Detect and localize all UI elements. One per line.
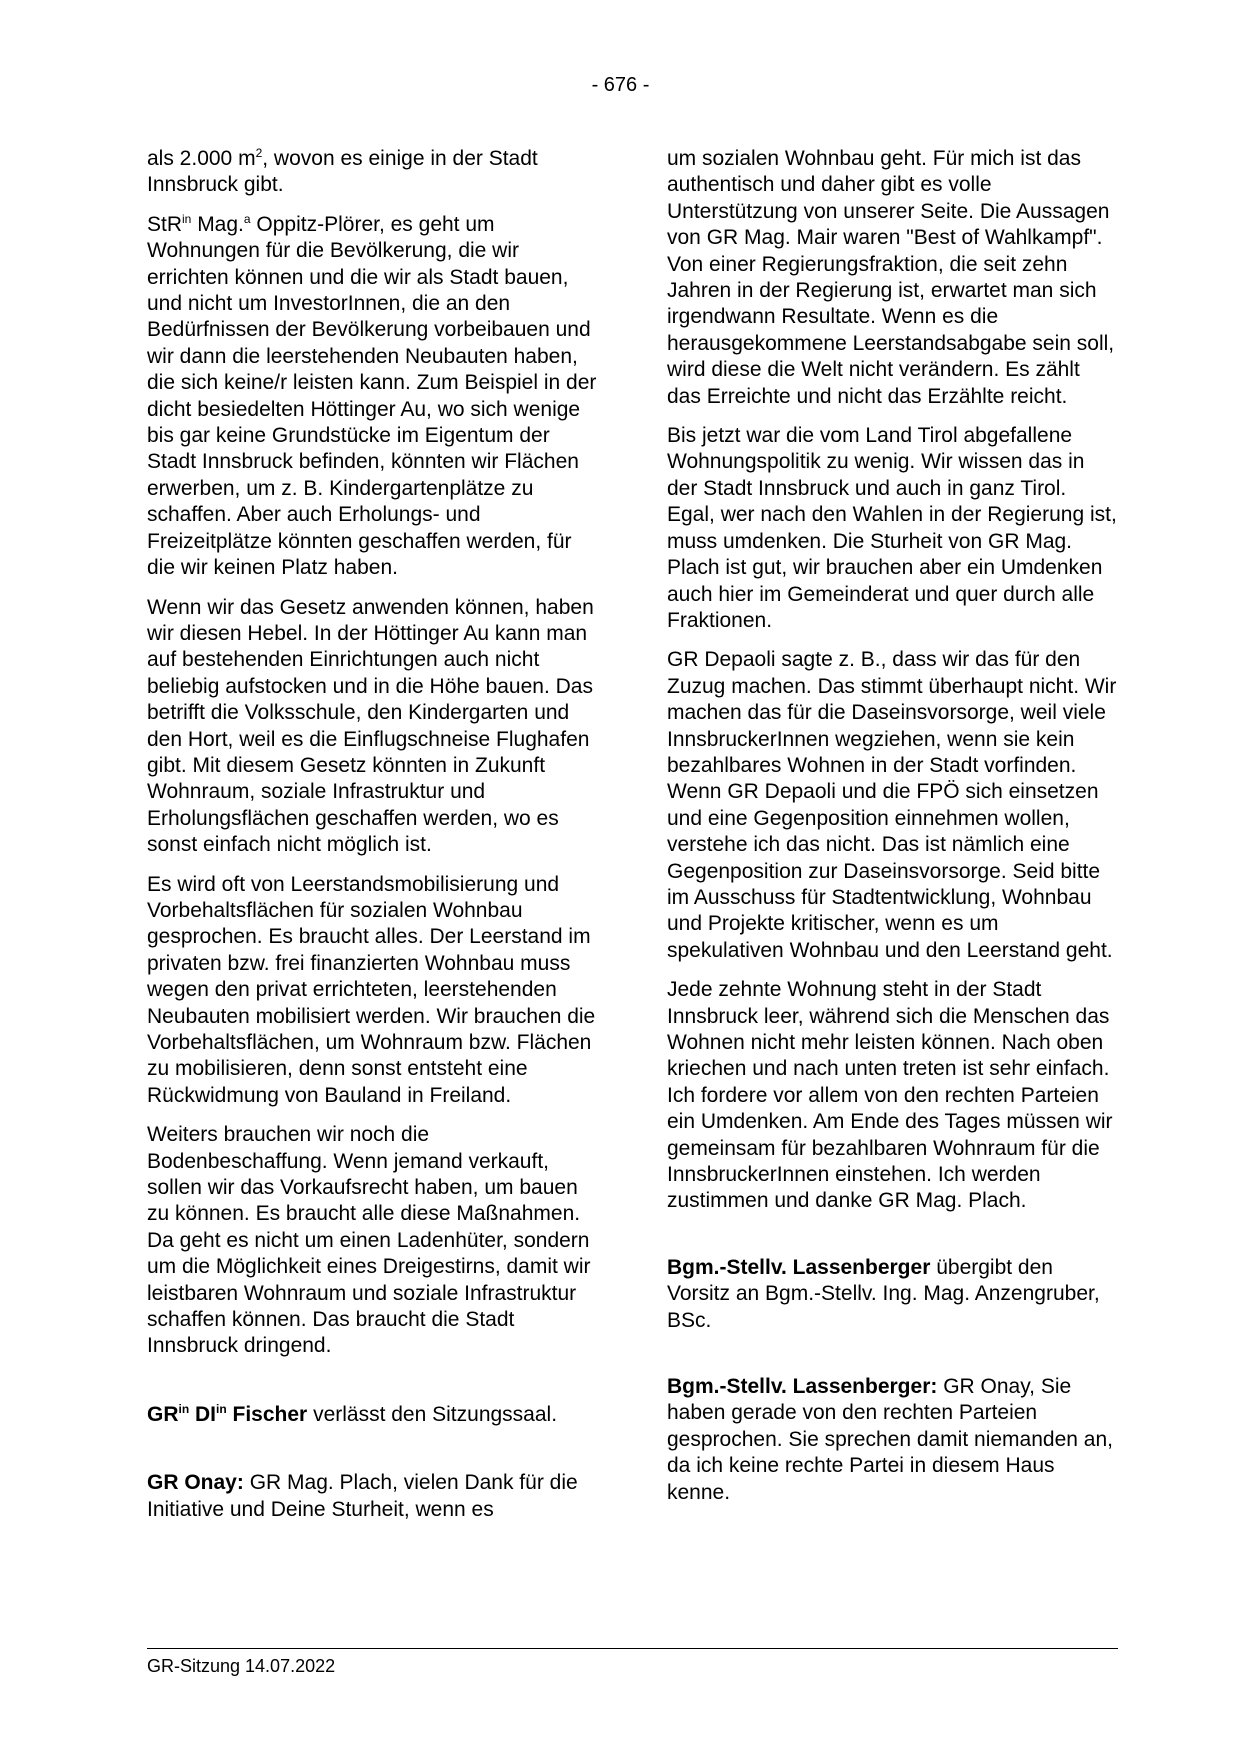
paragraph: GR Depaoli sagte z. B., dass wir das für den Zuzug machen. Das stimmt überhaupt nicht. Wir machen das für die Daseinsvorsorge, weil viele InnsbruckerInnen wegziehen, wenn sie kein bezahlbares Wohnen in der Stadt vorfinden. Wenn GR Depaoli und die FPÖ sich einsetzen und eine Gegenposition einnehmen wollen, verstehe ich das nicht. Das ist nämlich eine Gegenposition zur Daseinsvorsorge. Seid bitte im Ausschuss für Stadtentwicklung, Wohnbau und Projekte kritischer, wenn es um spekulativen Wohnbau und den Leerstand geht. — [667, 648, 1117, 962]
page-number: - 676 - — [591, 74, 650, 96]
paragraph: Es wird oft von Leerstandsmobilisierung und Vorbehaltsflächen für sozialen Wohnbau gesprochen. Es braucht alles. Der Leerstand im privaten bzw. frei finanzierten Wohnbau muss wegen den privat errichteten, leerstehenden Neubauten mobilisiert werden. Wir brauchen die Vorbehaltsflächen, um Wohnraum bzw. Flächen zu mobilisieren, denn sonst entsteht eine Rückwidmung von Bauland in Freiland. — [147, 872, 596, 1107]
left-column — [147, 146, 597, 1536]
paragraph: StR$^{in}$ Mag.$^a$ Oppitz-Plörer, es geht um Wohnungen für die Bevölkerung, die wir errichten können und die wir als Stadt bauen, und nicht um InvestorInnen, die an den Bedürfnissen der Bevölkerung vorbeibauen und wir dann die leerstehenden Neubauten haben, die sich keine/r leisten kann. Zum Beispiel in der dicht besiedelten Höttinger Au, wo sich wenige bis gar keine Grundstücke im Eigentum der Stadt Innsbruck befinden, könnten wir Flächen erwerben, um z. B. Kindergartenplätze zu schaffen. Aber auch Erholungs- und Freizeitplätze könnten geschaffen werden, für die wir keinen Platz haben. — [147, 211, 597, 580]
procedural-note: Bgm.-Stellv. Lassenberger übergibt den Vorsitz an Bgm.-Stellv. Ing. Mag. Anzengruber, BSc. — [667, 1255, 1100, 1332]
footer-text: GR-Sitzung 14.07.2022 — [147, 1656, 336, 1676]
speaker-name: Bgm.-Stellv. Lassenberger — [667, 1255, 931, 1279]
paragraph: Bis jetzt war die vom Land Tirol abgefallene Wohnungspolitik zu wenig. Wir wissen das in der Stadt Innsbruck und auch in ganz Tirol. Egal, wer nach den Wahlen in der Regierung ist, muss umdenken. Die Sturheit von GR Mag. Plach ist gut, wir brauchen aber ein Umdenken auch hier im Gemeinderat und quer durch alle Fraktionen. — [667, 424, 1117, 632]
paragraph: um sozialen Wohnbau geht. Für mich ist das authentisch und daher gibt es volle Unterstützung von unserer Seite. Die Aussagen von GR Mag. Mair waren "Best of Wahlkampf". Von einer Regierungsfraktion, die seit zehn Jahren in der Regierung ist, erwartet man sich irgendwann Resultate. Wenn es die herausgekommene Leerstandsabgabe sein soll, wird diese die Welt nicht verändern. Es zählt das Erreichte und nicht das Erzählte reicht. — [667, 147, 1115, 408]
paragraph: als 2.000 $m^2$, wovon es einige in der Stadt Innsbruck gibt. — [147, 146, 538, 197]
paragraph: Jede zehnte Wohnung steht in der Stadt Innsbruck leer, während sich die Menschen das Wohnen nicht mehr leisten können. Nach oben kriechen und nach unten treten ist sehr einfach. Ich fordere vor allem von den rechten Parteien ein Umdenken. Am Ende des Tages müssen wir gemeinsam für bezahlbaren Wohnraum für die InnsbruckerInnen einstehen. Ich werden zustimmen und danke GR Mag. Plach. — [667, 978, 1113, 1213]
speaker-paragraph: GR Onay: GR Mag. Plach, vielen Dank für die Initiative und Deine Sturheit, wenn es — [147, 1471, 578, 1521]
right-column — [667, 146, 1117, 1519]
speaker-name: Bgm.-Stellv. Lassenberger: — [667, 1375, 938, 1399]
paragraph: Wenn wir das Gesetz anwenden können, haben wir diesen Hebel. In der Höttinger Au kann man auf bestehenden Einrichtungen auch nicht beliebig aufstocken und in die Höhe bauen. Das betrifft die Volksschule, den Kindergarten und den Hort, weil es die Einflugschneise Flughafen gibt. Mit diesem Gesetz könnten in Zukunft Wohnraum, soziale Infrastruktur und Erholungsflächen geschaffen werden, wo es sonst einfach nicht möglich ist. — [147, 595, 594, 857]
footer-divider — [147, 1648, 1118, 1649]
speaker-paragraph: Bgm.-Stellv. Lassenberger: GR Onay, Sie haben gerade von den rechten Parteien gesprochen. Sie sprechen damit niemanden an, da ich keine rechte Partei in diesem Haus kenne. — [667, 1375, 1113, 1504]
paragraph: Weiters brauchen wir noch die Bodenbeschaffung. Wenn jemand verkauft, sollen wir das Vorkaufsrecht haben, um bauen zu können. Es braucht alle diese Maßnahmen. Da geht es nicht um einen Ladenhüter, sondern um die Möglichkeit eines Dreigestirns, damit wir leistbaren Wohnraum und soziale Infrastruktur schaffen können. Das braucht die Stadt Innsbruck dringend. — [147, 1123, 591, 1358]
procedural-note: $GR^{in}$ $DI^{in}$ Fischer verlässt den Sitzungssaal. — [147, 1401, 558, 1426]
speaker-name: GR Onay: — [147, 1471, 244, 1495]
